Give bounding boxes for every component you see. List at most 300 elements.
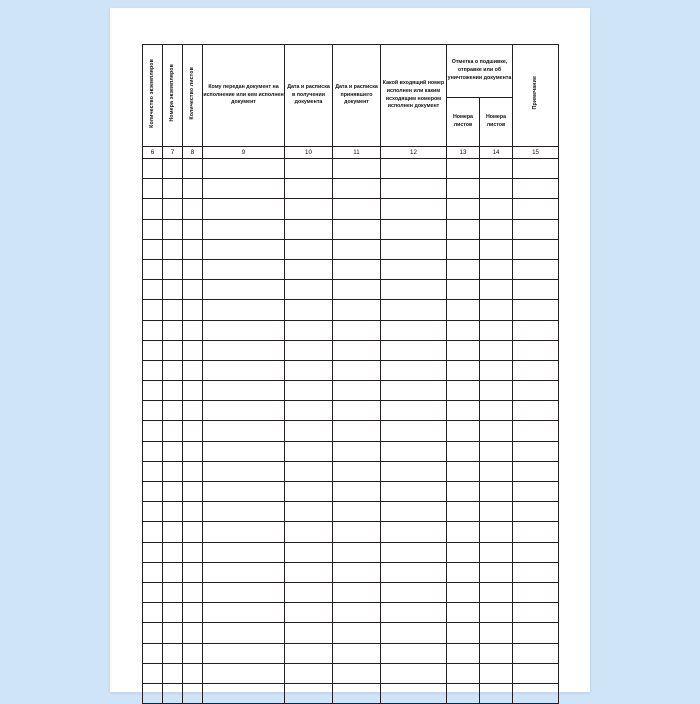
table-cell[interactable] — [447, 320, 480, 340]
table-cell[interactable] — [183, 683, 203, 703]
table-cell[interactable] — [285, 179, 333, 199]
table-cell[interactable] — [183, 199, 203, 219]
table-cell[interactable] — [333, 582, 381, 602]
table-row[interactable] — [143, 300, 559, 320]
table-cell[interactable] — [183, 259, 203, 279]
table-cell[interactable] — [163, 502, 183, 522]
table-cell[interactable] — [513, 683, 559, 703]
table-row[interactable] — [143, 179, 559, 199]
table-cell[interactable] — [447, 582, 480, 602]
table-cell[interactable] — [203, 482, 285, 502]
table-cell[interactable] — [513, 603, 559, 623]
table-cell[interactable] — [203, 643, 285, 663]
table-cell[interactable] — [447, 663, 480, 683]
table-cell[interactable] — [163, 542, 183, 562]
table-cell[interactable] — [143, 522, 163, 542]
table-cell[interactable] — [203, 502, 285, 522]
table-cell[interactable] — [183, 562, 203, 582]
table-cell[interactable] — [447, 482, 480, 502]
table-cell[interactable] — [163, 421, 183, 441]
table-cell[interactable] — [203, 582, 285, 602]
table-row[interactable] — [143, 199, 559, 219]
table-cell[interactable] — [381, 482, 447, 502]
table-cell[interactable] — [285, 623, 333, 643]
table-cell[interactable] — [183, 603, 203, 623]
table-cell[interactable] — [480, 582, 513, 602]
table-cell[interactable] — [285, 683, 333, 703]
table-cell[interactable] — [333, 340, 381, 360]
table-cell[interactable] — [480, 259, 513, 279]
table-cell[interactable] — [163, 259, 183, 279]
table-cell[interactable] — [143, 159, 163, 179]
table-row[interactable] — [143, 401, 559, 421]
table-row[interactable] — [143, 482, 559, 502]
table-cell[interactable] — [203, 683, 285, 703]
table-cell[interactable] — [333, 502, 381, 522]
table-cell[interactable] — [447, 522, 480, 542]
table-cell[interactable] — [381, 401, 447, 421]
table-cell[interactable] — [447, 239, 480, 259]
table-cell[interactable] — [183, 360, 203, 380]
table-cell[interactable] — [183, 179, 203, 199]
table-cell[interactable] — [143, 562, 163, 582]
table-cell[interactable] — [285, 441, 333, 461]
table-cell[interactable] — [447, 401, 480, 421]
table-cell[interactable] — [285, 482, 333, 502]
table-cell[interactable] — [513, 360, 559, 380]
table-cell[interactable] — [513, 401, 559, 421]
table-cell[interactable] — [381, 421, 447, 441]
table-cell[interactable] — [183, 401, 203, 421]
table-cell[interactable] — [333, 280, 381, 300]
table-cell[interactable] — [381, 360, 447, 380]
table-cell[interactable] — [513, 300, 559, 320]
table-cell[interactable] — [163, 623, 183, 643]
table-cell[interactable] — [513, 663, 559, 683]
table-cell[interactable] — [513, 159, 559, 179]
table-cell[interactable] — [333, 441, 381, 461]
table-cell[interactable] — [203, 401, 285, 421]
table-cell[interactable] — [447, 603, 480, 623]
table-cell[interactable] — [163, 239, 183, 259]
table-cell[interactable] — [143, 259, 163, 279]
table-cell[interactable] — [381, 239, 447, 259]
table-cell[interactable] — [333, 421, 381, 441]
table-cell[interactable] — [381, 159, 447, 179]
table-cell[interactable] — [333, 461, 381, 481]
table-cell[interactable] — [163, 582, 183, 602]
table-cell[interactable] — [183, 300, 203, 320]
table-cell[interactable] — [143, 603, 163, 623]
table-cell[interactable] — [285, 522, 333, 542]
table-cell[interactable] — [480, 421, 513, 441]
table-cell[interactable] — [203, 542, 285, 562]
table-cell[interactable] — [513, 381, 559, 401]
table-cell[interactable] — [447, 381, 480, 401]
table-cell[interactable] — [333, 300, 381, 320]
table-cell[interactable] — [513, 179, 559, 199]
table-cell[interactable] — [381, 542, 447, 562]
table-cell[interactable] — [163, 280, 183, 300]
column-header-sheet-numbers-2: Номера листов — [480, 98, 513, 147]
table-cell[interactable] — [143, 199, 163, 219]
table-cell[interactable] — [333, 401, 381, 421]
table-cell[interactable] — [143, 502, 163, 522]
table-row[interactable] — [143, 623, 559, 643]
table-cell[interactable] — [480, 340, 513, 360]
table-cell[interactable] — [480, 401, 513, 421]
table-cell[interactable] — [203, 522, 285, 542]
table-cell[interactable] — [447, 683, 480, 703]
table-cell[interactable] — [183, 340, 203, 360]
table-cell[interactable] — [143, 320, 163, 340]
table-cell[interactable] — [163, 360, 183, 380]
table-cell[interactable] — [333, 159, 381, 179]
table-cell[interactable] — [203, 320, 285, 340]
table-cell[interactable] — [513, 199, 559, 219]
table-cell[interactable] — [163, 300, 183, 320]
table-cell[interactable] — [143, 179, 163, 199]
table-cell[interactable] — [163, 219, 183, 239]
table-cell[interactable] — [381, 300, 447, 320]
table-cell[interactable] — [203, 300, 285, 320]
table-cell[interactable] — [333, 259, 381, 279]
table-cell[interactable] — [381, 259, 447, 279]
table-cell[interactable] — [163, 159, 183, 179]
table-cell[interactable] — [285, 360, 333, 380]
table-cell[interactable] — [447, 159, 480, 179]
table-cell[interactable] — [480, 522, 513, 542]
table-cell[interactable] — [163, 179, 183, 199]
table-cell[interactable] — [333, 522, 381, 542]
table-cell[interactable] — [143, 239, 163, 259]
table-cell[interactable] — [381, 502, 447, 522]
table-cell[interactable] — [447, 300, 480, 320]
table-cell[interactable] — [480, 320, 513, 340]
table-body — [143, 159, 559, 704]
table-cell[interactable] — [163, 461, 183, 481]
table-cell[interactable] — [285, 199, 333, 219]
table-row[interactable] — [143, 522, 559, 542]
table-cell[interactable] — [480, 381, 513, 401]
table-cell[interactable] — [183, 461, 203, 481]
table-cell[interactable] — [143, 482, 163, 502]
table-cell[interactable] — [333, 239, 381, 259]
table-cell[interactable] — [183, 239, 203, 259]
table-cell[interactable] — [183, 219, 203, 239]
table-cell[interactable] — [513, 522, 559, 542]
table-cell[interactable] — [203, 239, 285, 259]
table-cell[interactable] — [285, 663, 333, 683]
table-cell[interactable] — [447, 502, 480, 522]
table-row[interactable] — [143, 542, 559, 562]
table-cell[interactable] — [285, 219, 333, 239]
table-cell[interactable] — [513, 643, 559, 663]
table-cell[interactable] — [480, 562, 513, 582]
table-cell[interactable] — [203, 280, 285, 300]
table-cell[interactable] — [285, 401, 333, 421]
table-cell[interactable] — [381, 623, 447, 643]
table-cell[interactable] — [333, 623, 381, 643]
table-cell[interactable] — [143, 219, 163, 239]
table-cell[interactable] — [381, 320, 447, 340]
table-cell[interactable] — [183, 522, 203, 542]
table-cell[interactable] — [203, 421, 285, 441]
table-cell[interactable] — [381, 683, 447, 703]
table-cell[interactable] — [381, 179, 447, 199]
table-cell[interactable] — [333, 320, 381, 340]
table-cell[interactable] — [480, 199, 513, 219]
table-cell[interactable] — [447, 340, 480, 360]
table-cell[interactable] — [183, 502, 203, 522]
table-cell[interactable] — [163, 562, 183, 582]
table-cell[interactable] — [381, 562, 447, 582]
table-cell[interactable] — [285, 340, 333, 360]
table-cell[interactable] — [183, 280, 203, 300]
table-cell[interactable] — [143, 582, 163, 602]
table-cell[interactable] — [285, 280, 333, 300]
table-cell[interactable] — [183, 381, 203, 401]
table-cell[interactable] — [163, 482, 183, 502]
table-cell[interactable] — [513, 582, 559, 602]
table-cell[interactable] — [381, 582, 447, 602]
table-cell[interactable] — [163, 340, 183, 360]
table-cell[interactable] — [285, 643, 333, 663]
table-row[interactable] — [143, 441, 559, 461]
table-cell[interactable] — [285, 259, 333, 279]
table-cell[interactable] — [285, 381, 333, 401]
table-cell[interactable] — [513, 219, 559, 239]
table-cell[interactable] — [143, 381, 163, 401]
table-cell[interactable] — [285, 603, 333, 623]
table-cell[interactable] — [143, 280, 163, 300]
table-row[interactable] — [143, 381, 559, 401]
table-row[interactable] — [143, 643, 559, 663]
table-cell[interactable] — [203, 663, 285, 683]
table-cell[interactable] — [143, 643, 163, 663]
table-cell[interactable] — [285, 239, 333, 259]
table-cell[interactable] — [513, 441, 559, 461]
table-row[interactable] — [143, 360, 559, 380]
table-cell[interactable] — [203, 441, 285, 461]
table-cell[interactable] — [143, 300, 163, 320]
table-cell[interactable] — [285, 562, 333, 582]
table-cell[interactable] — [143, 441, 163, 461]
table-cell[interactable] — [513, 239, 559, 259]
table-row[interactable] — [143, 663, 559, 683]
table-cell[interactable] — [333, 199, 381, 219]
table-cell[interactable] — [285, 502, 333, 522]
table-cell[interactable] — [143, 421, 163, 441]
table-cell[interactable] — [203, 623, 285, 643]
table-cell[interactable] — [203, 562, 285, 582]
table-cell[interactable] — [285, 421, 333, 441]
table-cell[interactable] — [163, 683, 183, 703]
table-cell[interactable] — [183, 582, 203, 602]
table-cell[interactable] — [163, 603, 183, 623]
column-number-cell: 11 — [333, 147, 381, 159]
table-cell[interactable] — [381, 381, 447, 401]
table-cell[interactable] — [447, 280, 480, 300]
table-cell[interactable] — [381, 663, 447, 683]
table-cell[interactable] — [333, 381, 381, 401]
table-cell[interactable] — [513, 461, 559, 481]
table-cell[interactable] — [513, 421, 559, 441]
table-cell[interactable] — [285, 300, 333, 320]
table-cell[interactable] — [143, 461, 163, 481]
table-cell[interactable] — [513, 280, 559, 300]
table-cell[interactable] — [203, 603, 285, 623]
table-cell[interactable] — [183, 421, 203, 441]
table-cell[interactable] — [447, 179, 480, 199]
table-cell[interactable] — [381, 643, 447, 663]
table-cell[interactable] — [480, 219, 513, 239]
table-cell[interactable] — [333, 482, 381, 502]
table-cell[interactable] — [183, 159, 203, 179]
table-cell[interactable] — [381, 280, 447, 300]
table-row[interactable] — [143, 582, 559, 602]
table-cell[interactable] — [333, 179, 381, 199]
table-cell[interactable] — [183, 542, 203, 562]
table-cell[interactable] — [480, 300, 513, 320]
table-cell[interactable] — [447, 461, 480, 481]
table-row[interactable] — [143, 239, 559, 259]
table-cell[interactable] — [333, 603, 381, 623]
table-cell[interactable] — [163, 199, 183, 219]
table-cell[interactable] — [480, 643, 513, 663]
table-cell[interactable] — [333, 360, 381, 380]
table-row[interactable] — [143, 159, 559, 179]
table-cell[interactable] — [333, 663, 381, 683]
table-cell[interactable] — [513, 502, 559, 522]
table-cell[interactable] — [480, 159, 513, 179]
table-cell[interactable] — [285, 461, 333, 481]
table-cell[interactable] — [447, 542, 480, 562]
table-cell[interactable] — [480, 623, 513, 643]
table-cell[interactable] — [285, 320, 333, 340]
table-cell[interactable] — [143, 360, 163, 380]
table-cell[interactable] — [163, 522, 183, 542]
table-row[interactable] — [143, 461, 559, 481]
table-cell[interactable] — [480, 502, 513, 522]
table-cell[interactable] — [143, 542, 163, 562]
table-cell[interactable] — [183, 623, 203, 643]
table-cell[interactable] — [447, 643, 480, 663]
table-cell[interactable] — [447, 562, 480, 582]
table-cell[interactable] — [381, 199, 447, 219]
table-row[interactable] — [143, 562, 559, 582]
table-cell[interactable] — [447, 360, 480, 380]
table-cell[interactable] — [203, 259, 285, 279]
table-cell[interactable] — [480, 482, 513, 502]
table-cell[interactable] — [203, 179, 285, 199]
table-cell[interactable] — [447, 623, 480, 643]
table-cell[interactable] — [163, 441, 183, 461]
table-cell[interactable] — [163, 320, 183, 340]
table-cell[interactable] — [480, 239, 513, 259]
table-cell[interactable] — [381, 522, 447, 542]
table-row[interactable] — [143, 683, 559, 703]
table-cell[interactable] — [333, 562, 381, 582]
table-cell[interactable] — [203, 219, 285, 239]
table-cell[interactable] — [203, 199, 285, 219]
table-cell[interactable] — [203, 461, 285, 481]
table-cell[interactable] — [183, 482, 203, 502]
table-cell[interactable] — [143, 340, 163, 360]
table-cell[interactable] — [480, 360, 513, 380]
table-cell[interactable] — [285, 582, 333, 602]
table-cell[interactable] — [480, 683, 513, 703]
table-cell[interactable] — [480, 179, 513, 199]
table-row[interactable] — [143, 502, 559, 522]
table-cell[interactable] — [447, 441, 480, 461]
table-cell[interactable] — [163, 643, 183, 663]
table-cell[interactable] — [203, 381, 285, 401]
table-cell[interactable] — [203, 340, 285, 360]
table-cell[interactable] — [143, 623, 163, 643]
table-cell[interactable] — [513, 259, 559, 279]
table-cell[interactable] — [203, 360, 285, 380]
table-row[interactable] — [143, 280, 559, 300]
table-cell[interactable] — [183, 441, 203, 461]
table-cell[interactable] — [381, 219, 447, 239]
table-row[interactable] — [143, 421, 559, 441]
table-cell[interactable] — [285, 159, 333, 179]
table-cell[interactable] — [480, 542, 513, 562]
table-cell[interactable] — [513, 320, 559, 340]
table-cell[interactable] — [480, 663, 513, 683]
table-cell[interactable] — [513, 542, 559, 562]
table-cell[interactable] — [163, 401, 183, 421]
table-row[interactable] — [143, 340, 559, 360]
table-cell[interactable] — [447, 259, 480, 279]
table-cell[interactable] — [480, 603, 513, 623]
table-cell[interactable] — [333, 643, 381, 663]
table-cell[interactable] — [183, 320, 203, 340]
table-cell[interactable] — [183, 663, 203, 683]
table-cell[interactable] — [480, 461, 513, 481]
table-cell[interactable] — [480, 280, 513, 300]
table-cell[interactable] — [513, 340, 559, 360]
table-cell[interactable] — [513, 623, 559, 643]
table-cell[interactable] — [333, 542, 381, 562]
table-cell[interactable] — [447, 219, 480, 239]
table-cell[interactable] — [480, 441, 513, 461]
table-cell[interactable] — [513, 482, 559, 502]
table-cell[interactable] — [203, 159, 285, 179]
table-cell[interactable] — [333, 683, 381, 703]
table-cell[interactable] — [447, 421, 480, 441]
table-cell[interactable] — [163, 381, 183, 401]
table-cell[interactable] — [381, 441, 447, 461]
table-cell[interactable] — [333, 219, 381, 239]
table-cell[interactable] — [143, 683, 163, 703]
table-cell[interactable] — [183, 643, 203, 663]
table-row[interactable] — [143, 320, 559, 340]
table-cell[interactable] — [381, 603, 447, 623]
table-cell[interactable] — [381, 461, 447, 481]
table-cell[interactable] — [163, 663, 183, 683]
table-cell[interactable] — [143, 401, 163, 421]
table-cell[interactable] — [447, 199, 480, 219]
table-cell[interactable] — [513, 562, 559, 582]
table-row[interactable] — [143, 603, 559, 623]
table-cell[interactable] — [381, 340, 447, 360]
table-cell[interactable] — [143, 663, 163, 683]
table-row[interactable] — [143, 259, 559, 279]
table-cell[interactable] — [285, 542, 333, 562]
table-row[interactable] — [143, 219, 559, 239]
